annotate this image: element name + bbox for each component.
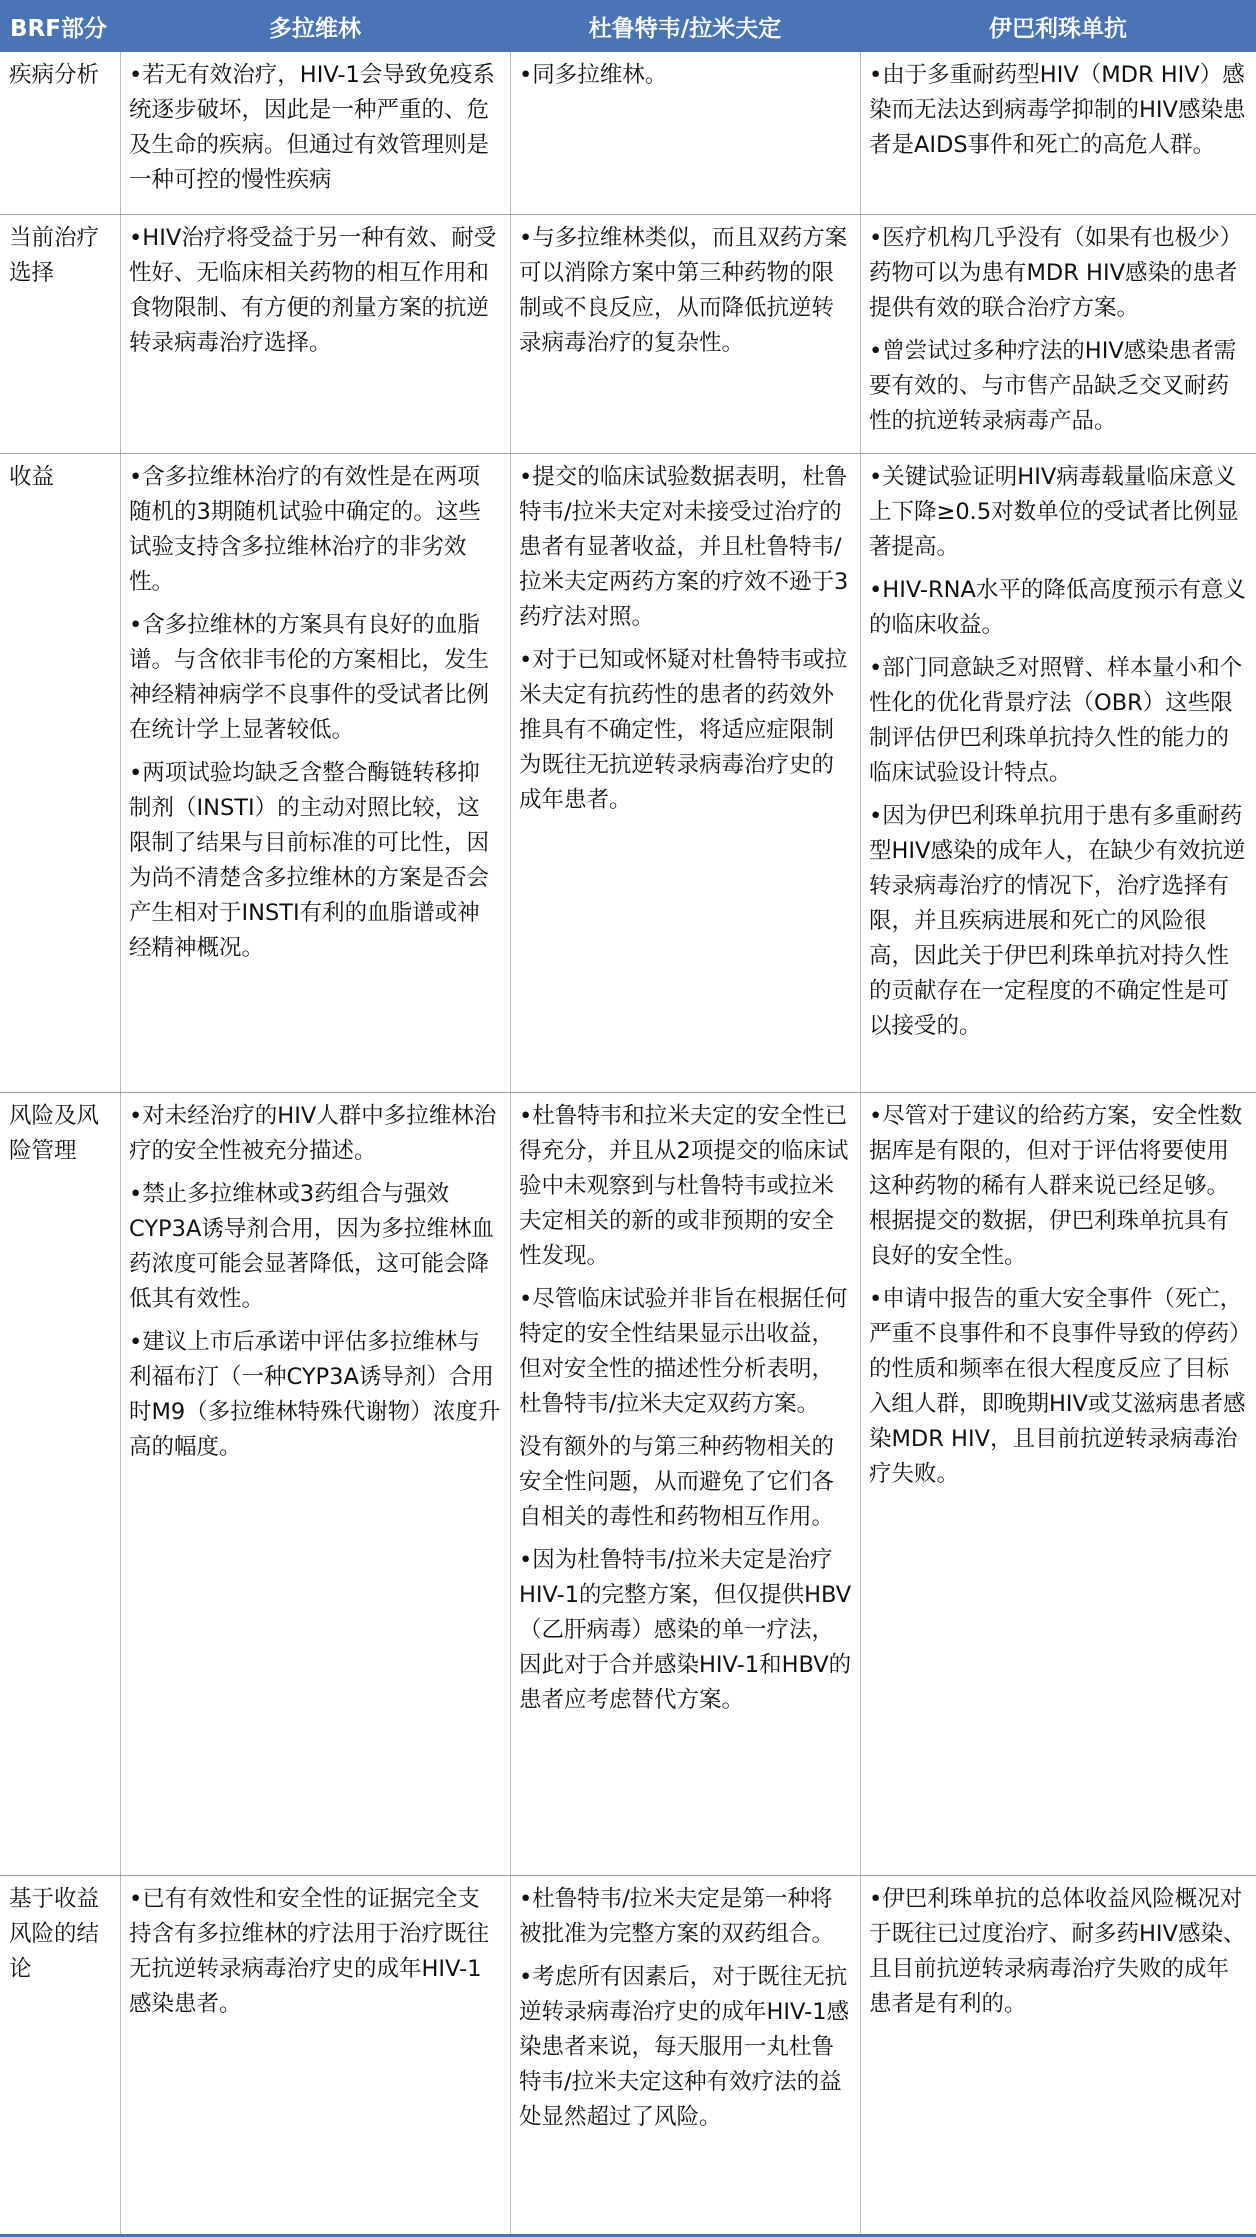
- cell-paragraph: •由于多重耐药型HIV（MDR HIV）感染而无法达到病毒学抑制的HIV感染患者是AIDS事件和死亡的高危人群。: [869, 62, 1246, 158]
- cell-paragraph: •关键试验证明HIV病毒载量临床意义上下降≥0.5对数单位的受试者比例显著提高。: [869, 464, 1239, 560]
- header-ibalizumab: 伊巴利珠单抗: [989, 15, 1127, 42]
- cell-paragraph: •已有有效性和安全性的证据完全支持含有多拉维林的疗法用于治疗既往无抗逆转录病毒治疗史的成年HIV-1感染患者。: [129, 1886, 490, 2017]
- cell-paragraph: •曾尝试过多种疗法的HIV感染患者需要有效的、与市售产品缺乏交叉耐药性的抗逆转录病毒产品。: [869, 338, 1237, 434]
- header-dolutegravir-lamivudine: 杜鲁特韦/拉米夫定: [588, 15, 782, 42]
- cell-dolutegravir-lamivudine: [510, 215, 860, 453]
- cell-paragraph: •考虑所有因素后，对于既往无抗逆转录病毒治疗史的成年HIV-1感染患者来说，每天服用一丸杜鲁特韦/拉米夫定这种有效疗法的益处显然超过了风险。: [519, 1964, 850, 2130]
- table-row-disease-analysis: [0, 52, 1256, 215]
- cell-ibalizumab: [860, 454, 1256, 1092]
- cell-ibalizumab: [860, 1876, 1256, 2234]
- row-label: 风险及风险管理: [9, 1103, 100, 1164]
- cell-doravirine: [120, 215, 510, 453]
- cell-paragraph: •因为伊巴利珠单抗用于患有多重耐药型HIV感染的成年人，在缺少有效抗逆转录病毒治疗的情况下，治疗选择有限，并且疾病进展和死亡的风险很高，因此关于伊巴利珠单抗对持久性的贡献存在一定程度的不确定性是可以接受的。: [869, 803, 1246, 1039]
- cell-paragraph: •尽管对于建议的给药方案，安全性数据库是有限的，但对于评估将要使用这种药物的稀有人群来说已经足够。根据提交的数据，伊巴利珠单抗具有良好的安全性。: [869, 1103, 1243, 1269]
- cell-doravirine: [120, 1093, 510, 1875]
- cell-doravirine: [120, 52, 510, 214]
- cell-paragraph: •提交的临床试验数据表明，杜鲁特韦/拉米夫定对未接受过治疗的患者有显著收益，并且杜鲁特韦/拉米夫定两药方案的疗效不逊于3药疗法对照。: [519, 464, 849, 630]
- cell-paragraph: •医疗机构几乎没有（如果有也极少）药物可以为患有MDR HIV感染的患者提供有效的联合治疗方案。: [869, 225, 1243, 321]
- cell-paragraph: •含多拉维林治疗的有效性是在两项随机的3期随机试验中确定的。这些试验支持含多拉维林治疗的非劣效性。: [129, 464, 481, 595]
- table-row-benefits: [0, 454, 1256, 1093]
- cell-paragraph: •含多拉维林的方案具有良好的血脂谱。与含依非韦伦的方案相比，发生神经精神病学不良事件的受试者比例在统计学上显著较低。: [129, 612, 490, 743]
- cell-paragraph: •因为杜鲁特韦/拉米夫定是治疗HIV-1的完整方案，但仅提供HBV（乙肝病毒）感染的单一疗法，因此对于合并感染HIV-1和HBV的患者应考虑替代方案。: [519, 1547, 852, 1713]
- cell-paragraph: •若无有效治疗，HIV-1会导致免疫系统逐步破坏，因此是一种严重的、危及生命的疾病。但通过有效管理则是一种可控的慢性疾病: [129, 62, 495, 193]
- cell-doravirine: [120, 454, 510, 1092]
- row-label: 基于收益风险的结论: [9, 1886, 100, 1982]
- cell-paragraph: •HIV治疗将受益于另一种有效、耐受性好、无临床相关药物的相互作用和食物限制、有方便的剂量方案的抗逆转录病毒治疗选择。: [129, 225, 497, 356]
- cell-ibalizumab: [860, 1093, 1256, 1875]
- cell-paragraph: •HIV-RNA水平的降低高度预示有意义的临床收益。: [869, 577, 1246, 638]
- table-header: [0, 0, 1256, 52]
- cell-paragraph: •对未经治疗的HIV人群中多拉维林治疗的安全性被充分描述。: [129, 1103, 497, 1164]
- cell-paragraph: •建议上市后承诺中评估多拉维林与利福布汀（一种CYP3A诱导剂）合用时M9（多拉维林特殊代谢物）浓度升高的幅度。: [129, 1329, 501, 1460]
- cell-paragraph: •部门同意缺乏对照臂、样本量小和个性化的优化背景疗法（OBR）这些限制评估伊巴利珠单抗持久性的能力的临床试验设计特点。: [869, 655, 1243, 786]
- header-doravirine: 多拉维林: [269, 15, 361, 42]
- table-row-risk-management: [0, 1093, 1256, 1876]
- table-row-conclusion: [0, 1876, 1256, 2237]
- row-label: 收益: [9, 464, 55, 490]
- cell-paragraph: •杜鲁特韦和拉米夫定的安全性已得充分，并且从2项提交的临床试验中未观察到与杜鲁特韦或拉米夫定相关的新的或非预期的安全性发现。: [519, 1103, 849, 1269]
- cell-paragraph: •两项试验均缺乏含整合酶链转移抑制剂（INSTI）的主动对照比较，这限制了结果与目前标准的可比性，因为尚不清楚含多拉维林的方案是否会产生相对于INSTI有利的血脂谱或神经精神概况。: [129, 760, 490, 961]
- cell-doravirine: [120, 1876, 510, 2234]
- cell-ibalizumab: [860, 52, 1256, 214]
- cell-paragraph: •尽管临床试验并非旨在根据任何特定的安全性结果显示出收益，但对安全性的描述性分析表明，杜鲁特韦/拉米夫定双药方案。: [519, 1286, 848, 1417]
- cell-paragraph: •禁止多拉维林或3药组合与强效CYP3A诱导剂合用，因为多拉维林血药浓度可能会显著降低，这可能会降低其有效性。: [129, 1181, 494, 1312]
- cell-paragraph: •同多拉维林。: [519, 62, 668, 88]
- table-row-current-treatment: [0, 215, 1256, 454]
- cell-dolutegravir-lamivudine: [510, 454, 860, 1092]
- cell-paragraph: •杜鲁特韦/拉米夫定是第一种将被批准为完整方案的双药组合。: [519, 1886, 835, 1947]
- cell-paragraph: •对于已知或怀疑对杜鲁特韦或拉米夫定有抗药性的患者的药效外推具有不确定性，将适应症限制为既往无抗逆转录病毒治疗史的成年患者。: [519, 647, 848, 813]
- cell-dolutegravir-lamivudine: [510, 1093, 860, 1875]
- cell-dolutegravir-lamivudine: [510, 1876, 860, 2234]
- cell-dolutegravir-lamivudine: [510, 52, 860, 214]
- cell-paragraph: •申请中报告的重大安全事件（死亡，严重不良事件和不良事件导致的停药）的性质和频率在很大程度反应了目标入组人群，即晚期HIV或艾滋病患者感染MDR HIV，且目前抗逆转录病毒治疗失败。: [869, 1286, 1246, 1487]
- row-label: 疾病分析: [9, 62, 100, 88]
- cell-paragraph: 没有额外的与第三种药物相关的安全性问题，从而避免了它们各自相关的毒性和药物相互作用。: [519, 1434, 835, 1530]
- row-label: 当前治疗选择: [9, 225, 100, 286]
- header-brf-section: BRF部分: [10, 15, 107, 42]
- cell-paragraph: •伊巴利珠单抗的总体收益风险概况对于既往已过度治疗、耐多药HIV感染、且目前抗逆转录病毒治疗失败的成年患者是有利的。: [869, 1886, 1246, 2017]
- cell-ibalizumab: [860, 215, 1256, 453]
- cell-paragraph: •与多拉维林类似，而且双药方案可以消除方案中第三种药物的限制或不良反应，从而降低抗逆转录病毒治疗的复杂性。: [519, 225, 848, 356]
